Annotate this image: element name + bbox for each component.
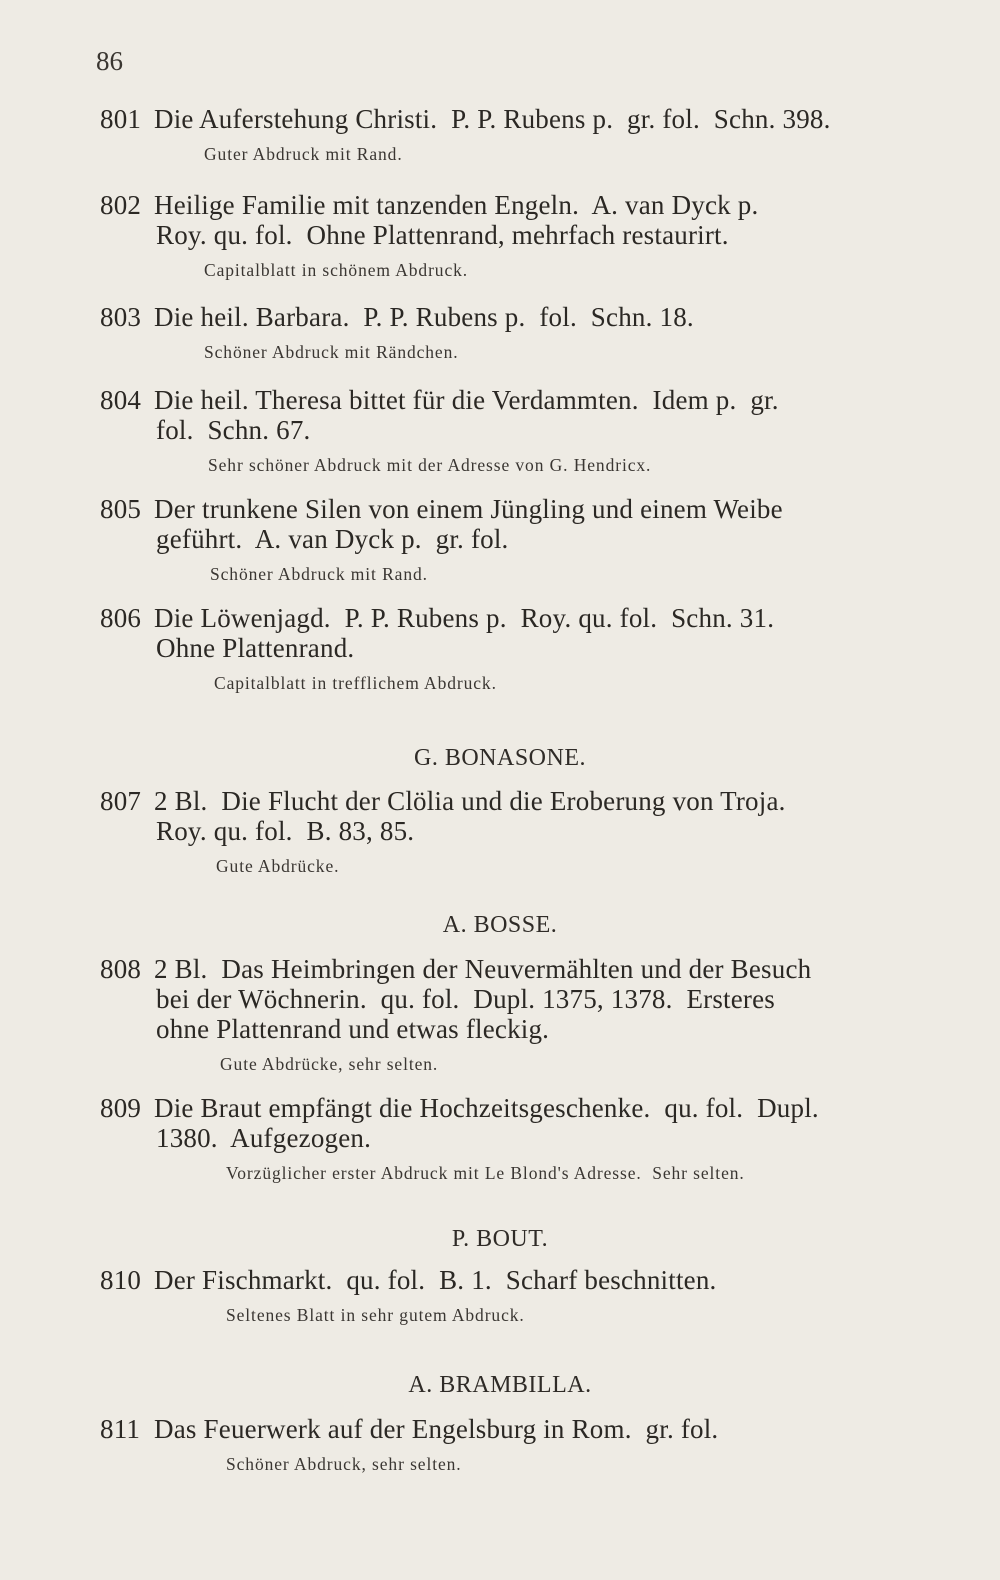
- catalogue-entry: [100, 190, 900, 281]
- entry-first-line: [100, 1093, 900, 1123]
- entry-text: Roy. qu. fol. B. 83, 85.: [156, 816, 415, 846]
- artist-heading: P. BOUT.: [451, 1226, 549, 1252]
- entry-text: Der trunkene Silen von einem Jüngling und einem Weibe: [154, 494, 783, 524]
- entry-text: Roy. qu. fol. Ohne Plattenrand, mehrfach restaurirt.: [156, 220, 729, 250]
- entry-first-line: [100, 1265, 900, 1295]
- entry-text: Das Feuerwerk auf der Engelsburg in Rom. gr. fol.: [154, 1414, 719, 1444]
- entry-number: 802: [100, 190, 142, 220]
- entry-condition-note: Gute Abdrücke, sehr selten.: [220, 1054, 439, 1074]
- entry-condition-note: Schöner Abdruck mit Rändchen.: [204, 342, 459, 362]
- entry-first-line: [100, 190, 900, 220]
- catalogue-entry: [100, 385, 900, 476]
- entry-continuation-line: [100, 415, 900, 445]
- catalogue-entry: [100, 1093, 900, 1184]
- entry-text: Die heil. Barbara. P. P. Rubens p. fol. Schn. 18.: [154, 302, 694, 332]
- catalogue-entry: [100, 786, 900, 877]
- entry-number: 801: [100, 104, 142, 134]
- entry-number: 809: [100, 1093, 142, 1123]
- catalogue-entry: [100, 1414, 900, 1475]
- catalogue-entry: [100, 494, 900, 585]
- entry-first-line: [100, 104, 900, 134]
- entry-text: Die heil. Theresa bittet für die Verdammten. Idem p. gr.: [154, 385, 779, 415]
- entry-text: bei der Wöchnerin. qu. fol. Dupl. 1375, 1378. Ersteres: [156, 984, 776, 1014]
- entry-continuation-line: [100, 816, 900, 846]
- entry-text: Die Löwenjagd. P. P. Rubens p. Roy. qu. fol. Schn. 31.: [154, 603, 775, 633]
- entry-number: 803: [100, 302, 142, 332]
- entry-condition-note: Capitalblatt in trefflichem Abdruck.: [214, 673, 497, 693]
- entry-condition-note: Sehr schöner Abdruck mit der Adresse von G. Hendricx.: [208, 455, 652, 475]
- entry-text: Der Fischmarkt. qu. fol. B. 1. Scharf beschnitten.: [154, 1265, 717, 1295]
- entry-continuation-line: [100, 633, 900, 663]
- entry-text: Heilige Familie mit tanzenden Engeln. A. van Dyck p.: [154, 190, 759, 220]
- entry-number: 804: [100, 385, 142, 415]
- entry-first-line: [100, 385, 900, 415]
- entry-condition-note: Schöner Abdruck mit Rand.: [210, 564, 428, 584]
- entry-text: ohne Plattenrand und etwas fleckig.: [156, 1014, 550, 1044]
- artist-heading: G. BONASONE.: [413, 745, 586, 771]
- catalogue-entry: [100, 302, 900, 363]
- entry-text: Ohne Plattenrand.: [156, 633, 355, 663]
- entry-condition-note: Schöner Abdruck, sehr selten.: [226, 1454, 462, 1474]
- entry-condition-note: Guter Abdruck mit Rand.: [204, 144, 403, 164]
- entry-first-line: [100, 494, 900, 524]
- entry-first-line: [100, 603, 900, 633]
- entry-continuation-line: [100, 984, 900, 1014]
- entry-text: Die Auferstehung Christi. P. P. Rubens p. gr. fol. Schn. 398.: [154, 104, 831, 134]
- catalogue-entry: [100, 603, 900, 694]
- entry-text: 2 Bl. Das Heimbringen der Neuvermählten und der Besuch: [154, 954, 812, 984]
- entry-number: 806: [100, 603, 142, 633]
- entry-continuation-line: [100, 1123, 900, 1153]
- entry-condition-note: Seltenes Blatt in sehr gutem Abdruck.: [226, 1305, 525, 1325]
- entry-text: 1380. Aufgezogen.: [156, 1123, 372, 1153]
- catalogue-entry: [100, 954, 900, 1075]
- entry-text: fol. Schn. 67.: [156, 415, 311, 445]
- entry-number: 810: [100, 1265, 142, 1295]
- page-number: 86: [96, 46, 123, 76]
- catalogue-entry: [100, 1265, 900, 1326]
- entry-number: 811: [100, 1414, 141, 1444]
- entry-first-line: [100, 954, 900, 984]
- entry-number: 808: [100, 954, 142, 984]
- entry-first-line: [100, 1414, 900, 1444]
- artist-heading: A. BOSSE.: [442, 912, 558, 938]
- entry-continuation-line: [100, 1014, 900, 1044]
- entry-condition-note: Vorzüglicher erster Abdruck mit Le Blond's Adresse. Sehr selten.: [226, 1163, 745, 1183]
- catalogue-entry: [100, 104, 900, 165]
- entry-condition-note: Capitalblatt in schönem Abdruck.: [204, 260, 469, 280]
- entry-condition-note: Gute Abdrücke.: [216, 856, 340, 876]
- entry-first-line: [100, 302, 900, 332]
- entry-number: 807: [100, 786, 142, 816]
- entry-first-line: [100, 786, 900, 816]
- artist-heading: A. BRAMBILLA.: [408, 1372, 592, 1398]
- entry-text: 2 Bl. Die Flucht der Clölia und die Eroberung von Troja.: [154, 786, 786, 816]
- entry-continuation-line: [100, 220, 900, 250]
- entry-text: geführt. A. van Dyck p. gr. fol.: [156, 524, 509, 554]
- entry-number: 805: [100, 494, 142, 524]
- entry-continuation-line: [100, 524, 900, 554]
- entry-text: Die Braut empfängt die Hochzeitsgeschenke. qu. fol. Dupl.: [154, 1093, 819, 1123]
